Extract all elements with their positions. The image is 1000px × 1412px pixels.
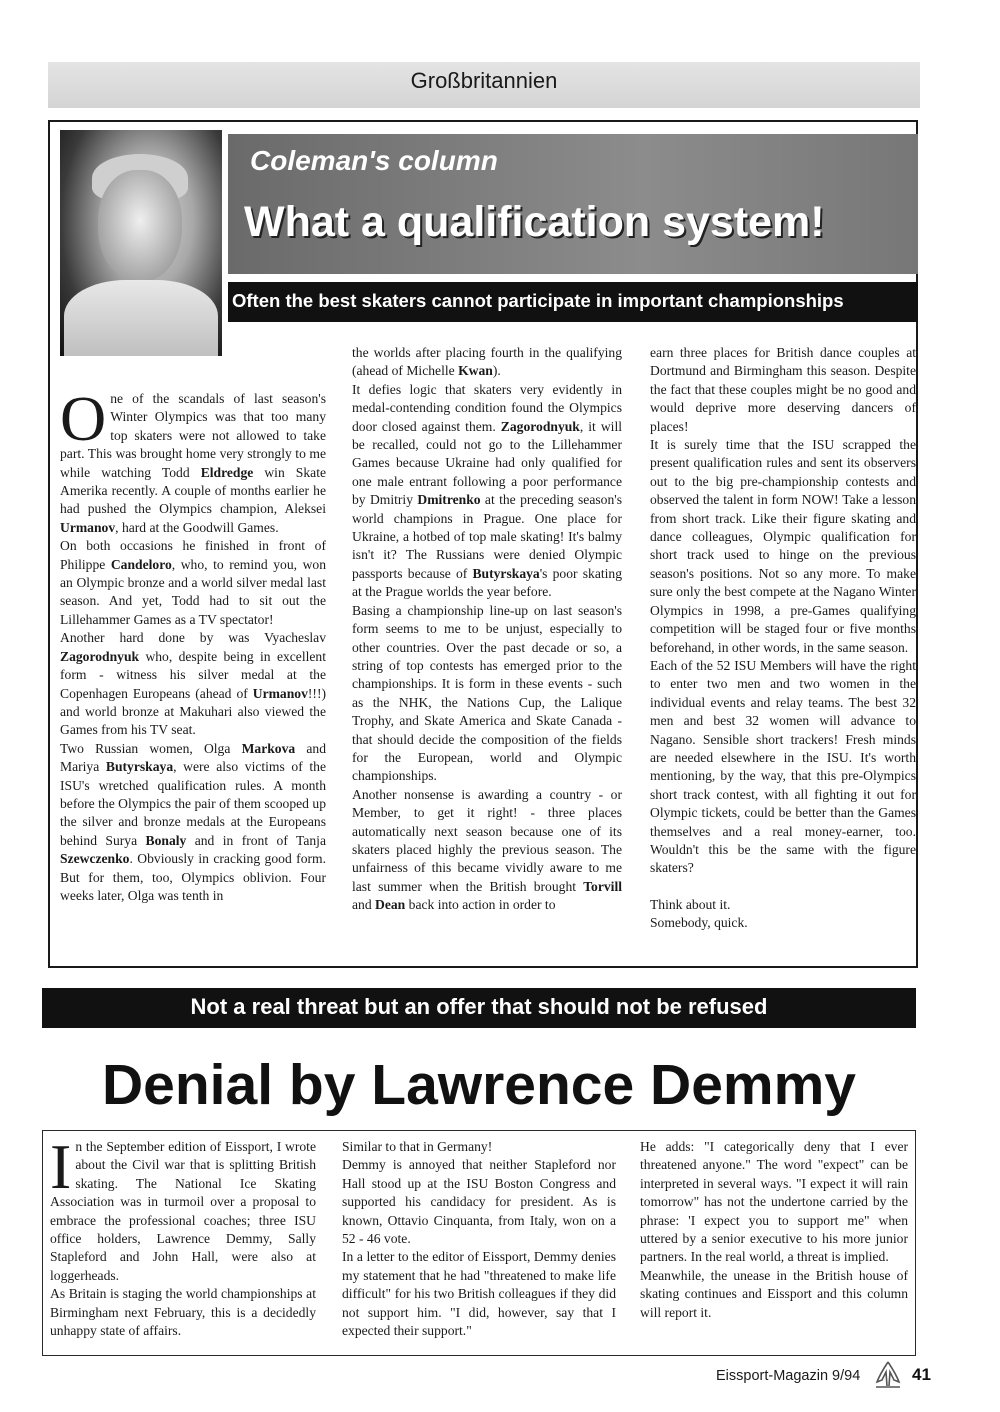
- author-photo: [60, 130, 222, 356]
- article-headline: What a qualification system!: [244, 198, 825, 246]
- text-run: and in front of Tanja: [186, 832, 326, 848]
- text-run: 's poor skating at the Prague worlds the year before.: [352, 565, 622, 600]
- text-run: As Britain is staging the world championships at Birmingham next February, this is a decidedly unhappy state of affairs.: [50, 1286, 316, 1339]
- text-run: Another nonsense is awarding a country - or Member, to get it right! - three places automatically next season because one of its skaters placed highly the previous season. The unfairness of this became vividly aware to me last summer when the British brought: [352, 786, 622, 894]
- name-highlight: Torvill: [583, 878, 622, 894]
- text-run: It defies logic that skaters very evidently in medal-contending condition found the Olympics door closed against them.: [352, 381, 622, 434]
- text-run: Think about it.: [650, 896, 731, 912]
- drop-cap: I: [50, 1131, 72, 1202]
- article2-headline: Denial by Lawrence Demmy: [102, 1053, 856, 1117]
- text-run: ).: [492, 363, 501, 379]
- paragraph: [342, 1138, 616, 1156]
- name-highlight: Bonaly: [145, 832, 187, 848]
- text-run: Meanwhile, the unease in the British house of skating continues and Eissport and this column will report it.: [640, 1267, 908, 1320]
- text-run: win Skate Amerika recently. A couple of months earlier he had pushed the Olympics champion, Aleksei: [60, 464, 327, 517]
- text-run: , who, to remind you, won an Olympic bronze and a world silver medal last season. And yet, Todd had to sit out the Lillehammer Games as a TV spectator!: [60, 556, 326, 627]
- article2-kicker: Not a real threat but an offer that should not be refused: [190, 994, 768, 1019]
- text-run: Demmy is annoyed that neither Stapleford nor Hall stood up at the ISU Boston Congress and supported his candidacy for president. As is known, Ottavio Cinquanta, from Italy, won on a 52 - 46 vote.: [342, 1157, 616, 1247]
- name-highlight: Butyrskaya: [105, 759, 174, 775]
- text-run: He adds: "I categorically deny that I ever threatened anyone." The word "expect" can be interpreted in several ways. "I expect it will rain tomorrow" has not the undertone carried by the phrase: 'I expect you to support me" when uttered by a senior executive to his more junior partners. In the real world, a threat is implied.: [640, 1139, 908, 1265]
- paragraph: [650, 914, 916, 932]
- section-title: Großbritannien: [410, 68, 558, 93]
- text-run: In a letter to the editor of Eissport, Demmy denies my statement that he had "threatened to make life difficult" for his two British colleagues if they did not support him. "I did, however, say that I expected their support.": [342, 1249, 616, 1339]
- paragraph: [342, 1248, 616, 1340]
- paragraph: [640, 1138, 908, 1267]
- article1-column-1: [60, 383, 327, 905]
- skater-logo-icon: [874, 1360, 902, 1390]
- article1-column-2: [352, 344, 622, 915]
- name-highlight: Kwan: [458, 363, 493, 379]
- name-highlight: Eldredge: [200, 464, 254, 480]
- paragraph: [650, 896, 916, 914]
- paragraph: [650, 657, 916, 878]
- paragraph: [60, 629, 326, 739]
- text-run: , it will be recalled, could not go to the Lillehammer Games because Ukraine had only qualified for one male entrant following a poor performance by Dmitriy: [352, 418, 622, 508]
- text-run: It is surely time that the ISU scrapped the present qualification rules and sent its observers out to the big pre-championship contests and observed the talent in form NOW! Take a lesson from short track. Like their figure skating and dance colleagues, Olympic qualification for short track used to hinge on the previous season's positions. Not so any more. To make sure only the best compete at the Nagano Winter Olympics in 1998, a pre-Games qualifying competition will be staged four or five months beforehand, in other words, in the same season.: [650, 437, 916, 655]
- text-run: Two Russian women, Olga: [60, 740, 242, 756]
- text-run: . Obviously in cracking good form. But for them, too, Olympics oblivion. Four weeks later, Olga was tenth in: [60, 851, 326, 903]
- paragraph: [50, 1285, 316, 1340]
- name-highlight: Urmanov: [252, 685, 308, 701]
- text-run: earn three places for British dance couples at Dortmund and Birmingham this season. Despite the fact that these couples might be no good and would deprive more deserving dancers of places!: [650, 345, 916, 434]
- paragraph: [352, 786, 622, 915]
- paragraph: [60, 537, 326, 629]
- article1-column-3: [650, 344, 916, 933]
- article2-column-2: [342, 1138, 616, 1340]
- text-run: back into action in order to: [405, 897, 556, 913]
- paragraph: [60, 740, 326, 906]
- text-run: and Mariya: [60, 740, 326, 775]
- paragraph: [50, 1131, 316, 1285]
- text-run: at the preceding season's world champions in Prague. One place for Ukraine, a hotbed of top male skating! It's balmy isn't it? The Russians were denied Olympic passports because of: [352, 492, 623, 581]
- text-run: , hard at the Goodwill Games.: [115, 519, 279, 535]
- page-number: 41: [912, 1365, 931, 1384]
- text-run: !!!) and world bronze at Makuhari also viewed the Games from his TV seat.: [60, 685, 326, 738]
- name-highlight: Candeloro: [110, 556, 172, 572]
- text-run: who, despite being in excellent form - witness his silver medal at the Copenhagen Europeans (ahead of: [60, 648, 326, 701]
- article2-column-1: [50, 1131, 316, 1340]
- name-highlight: Urmanov: [60, 519, 116, 535]
- paragraph: [342, 1156, 616, 1248]
- text-run: the worlds after placing fourth in the qualifying (ahead of Michelle: [352, 345, 622, 379]
- text-run: ne of the scandals of last season's Winter Olympics was that too many top skaters were not allowed to take part. This was brought home very strongly to me while watching Todd: [60, 391, 326, 480]
- paragraph: [60, 383, 327, 537]
- article-subhead: Often the best skaters cannot participate in important championships: [232, 290, 844, 311]
- paragraph: [352, 602, 622, 786]
- paragraph: [352, 381, 622, 602]
- paragraph: [352, 344, 622, 381]
- paragraph: [650, 344, 916, 436]
- text-run: , were also victims of the ISU's wretched qualification rules. A month before the Olympics the pair of them scooped up the silver and bronze medals at the Europeans behind Surya: [60, 759, 327, 848]
- text-run: Somebody, quick.: [650, 915, 748, 931]
- column-kicker: Coleman's column: [250, 145, 498, 176]
- photo-shoulders: [64, 280, 218, 356]
- name-highlight: Szewczenko: [60, 851, 130, 867]
- article2-column-3: [640, 1138, 908, 1322]
- text-run: n the September edition of Eissport, I wrote about the Civil war that is splitting British skating. The National Ice Skating Association was in turmoil over a proposal to embrace the professional coaches; three ISU office holders, Lawrence Demmy, Sally Stapleford and John Hall, were also at loggerheads.: [50, 1139, 316, 1283]
- text-run: Another hard done by was Vyacheslav: [60, 630, 326, 646]
- text-run: and: [352, 897, 376, 913]
- drop-cap: O: [60, 383, 107, 454]
- magazine-issue: Eissport-Magazin 9/94: [716, 1368, 861, 1384]
- paragraph: [640, 1267, 908, 1322]
- name-highlight: Butyrskaya: [472, 565, 540, 581]
- name-highlight: Zagorodnyuk: [60, 648, 140, 664]
- photo-face: [98, 170, 182, 282]
- name-highlight: Dmitrenko: [417, 492, 481, 508]
- name-highlight: Dean: [375, 897, 406, 913]
- name-highlight: Zagorodnyuk: [500, 418, 580, 434]
- text-run: On both occasions he finished in front of Philippe: [60, 538, 326, 572]
- text-run: Basing a championship line-up on last season's form seems to me to be unjust, especially to other countries. Over the past decade or so, a string of top contests has emerged prior to the championships. It is form in these events - such as the NHK, the Nations Cup, the Lalique Trophy, and Skate America and Skate Canada - that should decide the composition of the fields for the European, world and Olympic championships.: [352, 602, 622, 784]
- text-run: Each of the 52 ISU Members will have the right to enter two men and two women in the individual events and relay teams. The best 32 men and best 32 women will advance to Nagano. Sensible short trackers! Fresh minds are needed elsewhere in the ISU. It's worth mentioning, by the way, that this pre-Olympics short track contest, with all fighting it out for Olympic tickets, could be better than the Games themselves and a real money-earner, too. Wouldn't this be the same with the figure skaters?: [650, 657, 916, 876]
- text-run: Similar to that in Germany!: [342, 1139, 493, 1154]
- name-highlight: Markova: [241, 740, 296, 756]
- paragraph: [650, 436, 916, 657]
